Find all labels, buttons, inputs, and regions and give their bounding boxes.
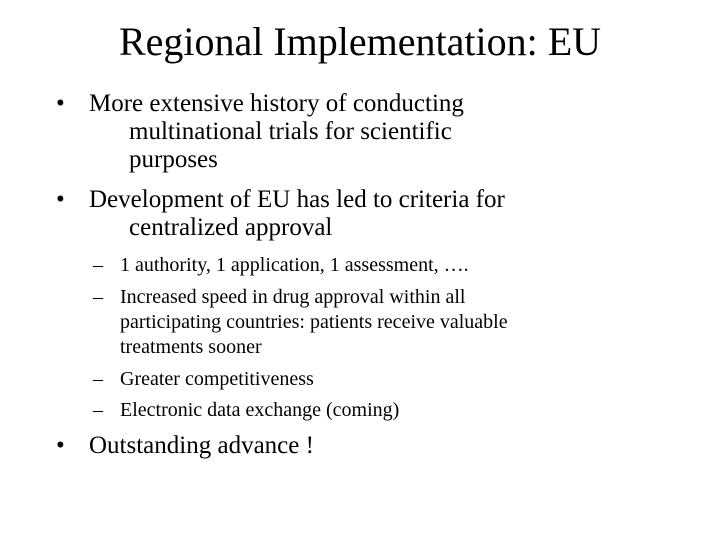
bullet-line: centralized approval [129, 214, 333, 241]
bullet-text [89, 90, 464, 174]
bullet-line: Development of EU has led to criteria for [89, 186, 505, 213]
slide-title: Regional Implementation: EU [118, 19, 602, 64]
bullet-line: multinational trials for scientific [129, 118, 452, 145]
dash-marker: – [93, 286, 103, 308]
bullet-line: purposes [129, 146, 218, 173]
bullet-marker: • [56, 186, 65, 213]
bullet-line: More extensive history of conducting [89, 90, 464, 117]
bullet-line: Outstanding advance ! [89, 432, 314, 459]
sub-bullet-text [120, 285, 508, 360]
bullet-marker: • [56, 90, 65, 117]
sub-bullet-line: treatments sooner [120, 336, 262, 358]
dash-marker: – [93, 254, 103, 276]
sub-bullet-text: Greater competitiveness [120, 368, 314, 390]
bullet-marker: • [56, 432, 65, 459]
bullet-text [89, 186, 505, 242]
sub-bullet-text: Electronic data exchange (coming) [120, 399, 400, 421]
dash-marker: – [93, 399, 103, 421]
bullet-text [89, 432, 314, 460]
sub-bullet-line: participating countries: patients receive valuable [120, 311, 508, 333]
sub-bullet-line: Increased speed in drug approval within all [120, 286, 466, 308]
dash-marker: – [93, 368, 103, 390]
sub-bullet-text: 1 authority, 1 application, 1 assessment, …. [120, 254, 469, 276]
